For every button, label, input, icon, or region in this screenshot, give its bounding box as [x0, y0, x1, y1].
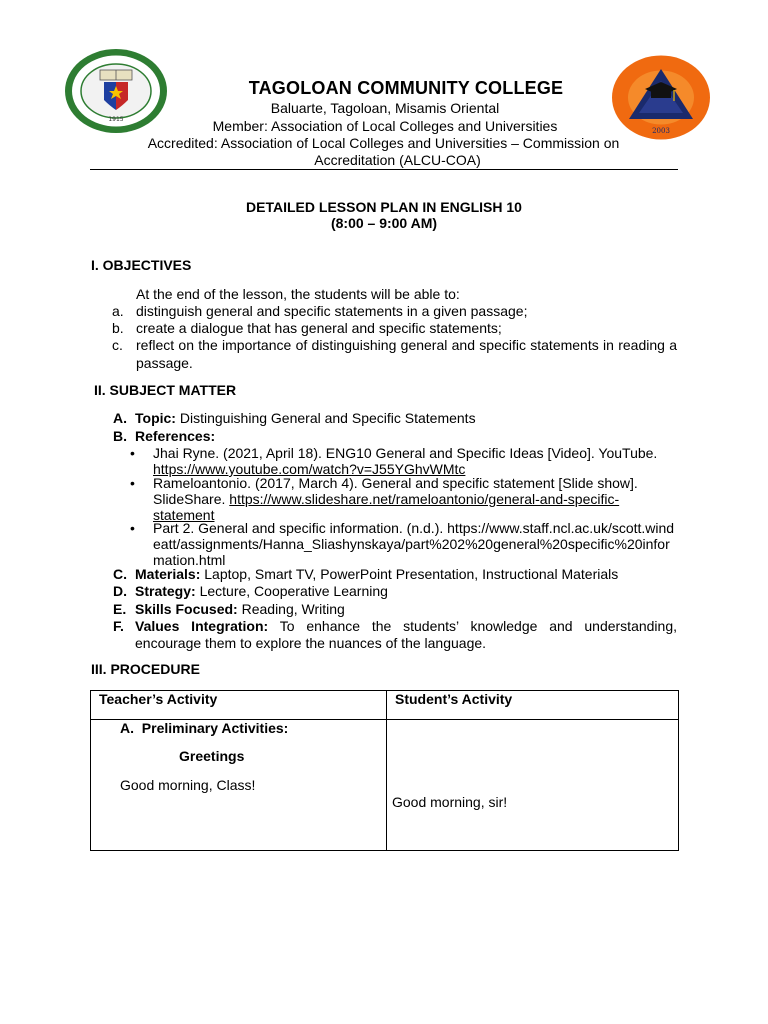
college-address: Baluarte, Tagoloan, Misamis Oriental — [270, 100, 500, 116]
student-greeting: Good morning, sir! — [392, 794, 508, 810]
materials-row — [113, 566, 677, 583]
reference-item — [130, 520, 675, 568]
bullet-icon: • — [130, 475, 135, 491]
reference-link[interactable]: https://www.slideshare.net/rameloantonio/general-and-specific-statement — [153, 491, 620, 523]
subject-matter-heading: II. SUBJECT MATTER — [94, 382, 237, 398]
objective-item — [112, 320, 677, 338]
objectives-heading: I. OBJECTIVES — [91, 257, 192, 273]
procedure-table — [90, 690, 679, 851]
values-marker: F. — [113, 618, 124, 634]
materials-label: Materials: — [135, 566, 201, 582]
objectives-intro: At the end of the lesson, the students will be able to: — [136, 286, 460, 302]
skills-label: Skills Focused: — [135, 601, 238, 617]
topic-label: Topic: — [135, 410, 176, 426]
greetings-label: Greetings — [179, 748, 245, 764]
membership-line: Member: Association of Local Colleges and Universities — [212, 118, 558, 134]
reference-citation: Rameloantonio. (2017, March 4). General and specific statement [Slide show]. SlideShare. — [153, 475, 638, 507]
objective-text: create a dialogue that has general and specific statements; — [136, 320, 502, 336]
accreditation-line-1: Accredited: Association of Local Colleges and Universities – Commission on — [147, 135, 620, 151]
reference-url: https://www.staff.ncl.ac.uk/scott.windeatt/assignments/Hanna_Sliashynskaya/part%202%20general%20specific%20information.html — [153, 520, 675, 568]
references-row — [113, 428, 677, 445]
svg-text:2003: 2003 — [652, 127, 670, 135]
objective-item — [112, 303, 677, 321]
reference-citation: Jhai Ryne. (2021, April 18). ENG10 General and Specific Ideas [Video]. YouTube. — [153, 445, 658, 461]
objective-text: reflect on the importance of distinguishing general and specific statements in reading a passage. — [136, 337, 677, 371]
bullet-icon: • — [130, 445, 135, 461]
reference-item — [130, 475, 675, 523]
student-activity-cell — [387, 720, 679, 851]
objective-item — [112, 337, 677, 372]
materials-marker: C. — [113, 566, 127, 582]
reference-citation: Part 2. General and specific information. (n.d.). — [153, 520, 444, 536]
teacher-activity-cell — [91, 720, 387, 851]
objective-marker: c. — [112, 337, 123, 353]
skills-value: Reading, Writing — [241, 601, 345, 617]
lesson-plan-title: DETAILED LESSON PLAN IN ENGLISH 10 — [246, 199, 522, 215]
topic-marker: A. — [113, 410, 127, 426]
objective-marker: a. — [112, 303, 124, 319]
strategy-marker: D. — [113, 583, 127, 599]
preliminary-activities: A. Preliminary Activities: — [120, 720, 289, 736]
reference-item — [130, 445, 675, 477]
reference-link[interactable]: https://www.youtube.com/watch?v=J55YGhvWMtc — [153, 461, 466, 477]
accreditation-line-2: Accreditation (ALCU-COA) — [314, 152, 481, 168]
values-row — [113, 618, 677, 652]
skills-marker: E. — [113, 601, 127, 617]
svg-text:1915: 1915 — [108, 116, 124, 123]
references-label: References: — [135, 428, 216, 444]
topic-row — [113, 410, 677, 427]
objective-text: distinguish general and specific statements in a given passage; — [136, 303, 528, 319]
values-value: To enhance the students’ knowledge and understanding, encourage them to explore the nuances of the language. — [135, 618, 677, 651]
bullet-icon: • — [130, 520, 135, 536]
materials-value: Laptop, Smart TV, PowerPoint Presentation, Instructional Materials — [204, 566, 619, 582]
procedure-heading: III. PROCEDURE — [91, 661, 200, 677]
skills-row — [113, 601, 677, 618]
strategy-label: Strategy: — [135, 583, 196, 599]
references-marker: B. — [113, 428, 127, 444]
student-activity-header: Student’s Activity — [387, 691, 679, 720]
header-divider — [90, 169, 678, 170]
strategy-row — [113, 583, 677, 600]
lesson-plan-time: (8:00 – 9:00 AM) — [330, 215, 438, 231]
teacher-activity-header: Teacher’s Activity — [91, 691, 387, 720]
college-name: TAGOLOAN COMMUNITY COLLEGE — [248, 78, 564, 98]
values-label: Values Integration: — [135, 618, 269, 634]
objective-marker: b. — [112, 320, 124, 336]
topic-value: Distinguishing General and Specific Statements — [179, 410, 476, 426]
teacher-greeting: Good morning, Class! — [120, 777, 256, 793]
strategy-value: Lecture, Cooperative Learning — [199, 583, 388, 599]
